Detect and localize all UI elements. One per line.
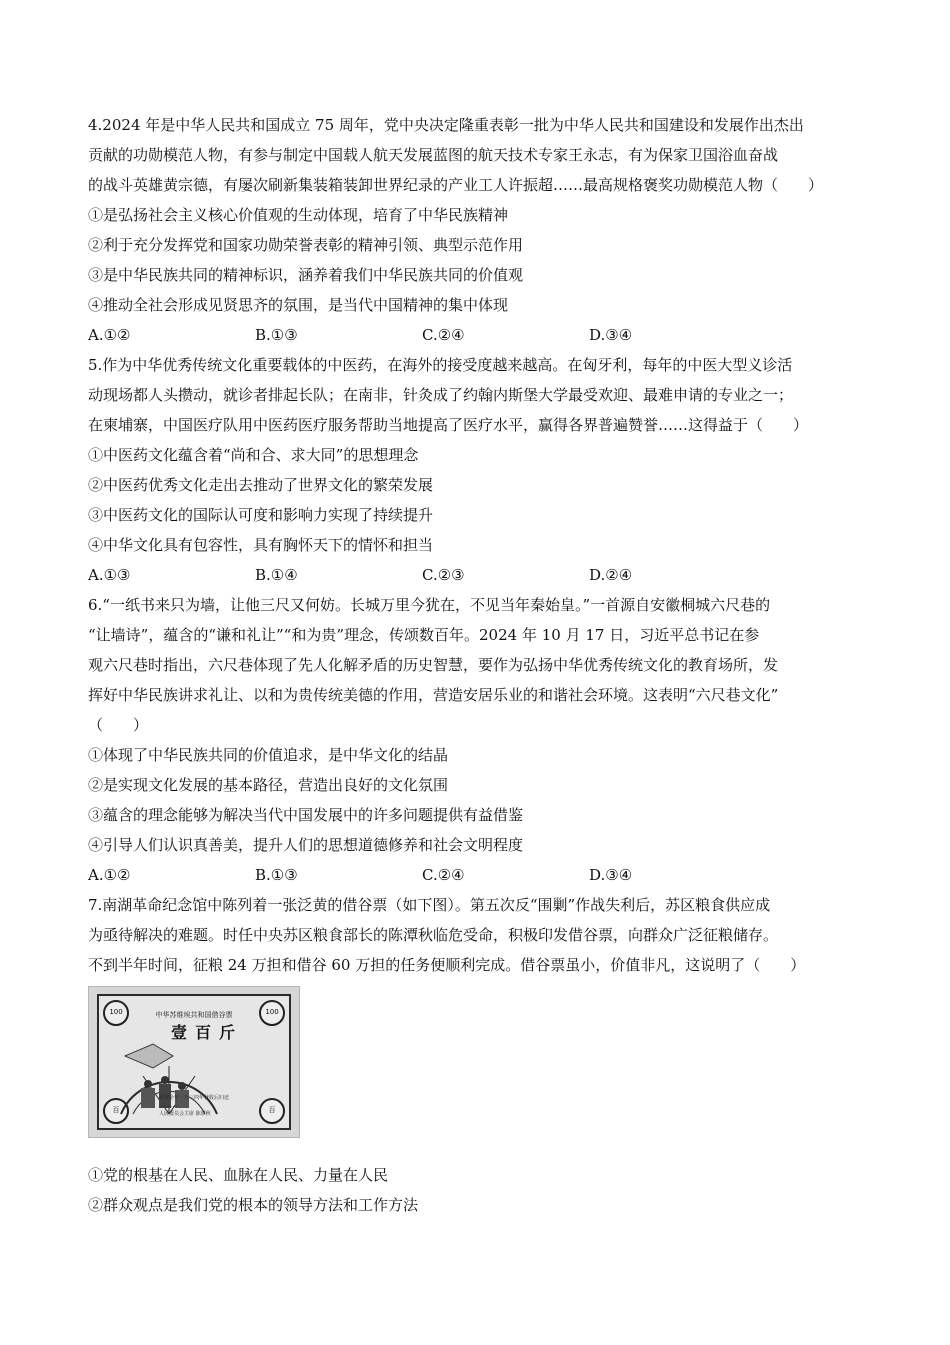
question-4-stem-line: 的战斗英雄黄宗德，有屡次刷新集装箱装卸世界纪录的产业工人许振超……最高规格褒奖功勋模范人物（ ） — [88, 176, 824, 194]
question-6-statement-3: ③蕴含的理念能够为解决当代中国发展中的许多问题提供有益借鉴 — [88, 806, 524, 824]
question-6-stem-line: 6.“一纸书来只为墙，让他三尺又何妨。长城万里今犹在，不见当年秦始皇。”一首源自安徽桐城六尺巷的 — [88, 596, 771, 614]
coupon-fine-print: 此票全年一九三四年秋收后归还 ………… 人民委员会主席 陈潭秋 — [159, 1095, 230, 1117]
question-6-stem-line: 观六尺巷时指出，六尺巷体现了先人化解矛盾的历史智慧，要作为弘扬中华优秀传统文化的教育场所，发 — [88, 656, 779, 674]
question-4-statement-3: ③是中华民族共同的精神标识，涵养着我们中华民族共同的价值观 — [88, 266, 524, 284]
grain-coupon-figure — [88, 986, 870, 1154]
question-7-stem-line: 不到半年时间，征粮 24 万担和借谷 60 万担的任务便顺利完成。借谷票虽小，价值非凡，这说明了（ ） — [88, 956, 806, 974]
question-7-statement-2: ②群众观点是我们党的根本的领导方法和工作方法 — [88, 1196, 419, 1214]
option-b[interactable]: B.①③ — [255, 866, 298, 884]
option-a[interactable]: A.①② — [88, 326, 131, 344]
question-6-stem-line: 挥好中华民族讲求礼让、以和为贵传统美德的作用，营造安居乐业的和谐社会环境。这表明“六尺巷文化” — [88, 686, 779, 704]
question-5-statement-1: ①中医药文化蕴含着“尚和合、求大同”的思想理念 — [88, 446, 419, 464]
option-b[interactable]: B.①③ — [255, 326, 298, 344]
option-d[interactable]: D.③④ — [589, 866, 633, 884]
option-c[interactable]: C.②③ — [422, 566, 465, 584]
coupon-amount: 壹百斤 — [170, 1023, 243, 1042]
option-d[interactable]: D.③④ — [589, 326, 633, 344]
question-5 — [88, 350, 870, 590]
question-6-stem-line: “让墙诗”，蕴含的“谦和礼让”“和为贵”理念，传颂数百年。2024 年 10 月 17 日，习近平总书记在参 — [88, 626, 760, 644]
question-5-statement-4: ④中华文化具有包容性，具有胸怀天下的情怀和担当 — [88, 536, 434, 554]
coupon-corner-label: 百 — [259, 1098, 285, 1124]
question-4-options — [88, 320, 870, 350]
page-content — [88, 110, 870, 1220]
question-5-stem-line: 在柬埔寨，中国医疗队用中医药医疗服务帮助当地提高了医疗水平，赢得各界普遍赞誉……这得益于（ ） — [88, 416, 809, 434]
coupon-corner-label: 100 — [103, 1000, 129, 1026]
question-4-stem-line: 贡献的功勋模范人物，有参与制定中国载人航天发展蓝图的航天技术专家王永志，有为保家卫国浴血奋战 — [88, 146, 779, 164]
coupon-corner-label: 100 — [259, 1000, 285, 1026]
coupon-header: 中华苏维埃共和国借谷票 — [155, 1011, 233, 1019]
question-4-stem-line: 4.2024 年是中华人民共和国成立 75 周年，党中央决定隆重表彰一批为中华人民共和国建设和发展作出杰出 — [88, 116, 804, 134]
question-5-statement-2: ②中医药优秀文化走出去推动了世界文化的繁荣发展 — [88, 476, 434, 494]
question-7-stem-line: 7.南湖革命纪念馆中陈列着一张泛黄的借谷票（如下图）。第五次反“围剿”作战失利后，苏区粮食供应成 — [88, 896, 771, 914]
option-b[interactable]: B.①④ — [255, 566, 298, 584]
coupon-corner-label: 百 — [103, 1098, 129, 1124]
option-c[interactable]: C.②④ — [422, 326, 465, 344]
question-5-stem-line: 动现场都人头攒动，就诊者排起长队；在南非，针灸成了约翰内斯堡大学最受欢迎、最难申请的专业之一； — [88, 386, 794, 404]
option-a[interactable]: A.①② — [88, 866, 131, 884]
question-6-answer-blank: （ ） — [88, 716, 149, 734]
question-5-options — [88, 560, 870, 590]
option-a[interactable]: A.①③ — [88, 566, 131, 584]
question-6-statement-4: ④引导人们认识真善美，提升人们的思想道德修养和社会文明程度 — [88, 836, 524, 854]
question-7-stem-line: 为亟待解决的难题。时任中央苏区粮食部长的陈潭秋临危受命，积极印发借谷票，向群众广泛征粮储存。 — [88, 926, 779, 944]
option-d[interactable]: D.②④ — [589, 566, 633, 584]
grain-coupon-frame — [97, 994, 291, 1130]
option-c[interactable]: C.②④ — [422, 866, 465, 884]
question-4-statement-4: ④推动全社会形成见贤思齐的氛围，是当代中国精神的集中体现 — [88, 296, 509, 314]
question-4 — [88, 110, 870, 350]
question-6 — [88, 590, 870, 890]
question-6-options — [88, 860, 870, 890]
question-7-statement-1: ①党的根基在人民、血脉在人民、力量在人民 — [88, 1166, 389, 1184]
question-4-statement-2: ②利于充分发挥党和国家功勋荣誉表彰的精神引领、典型示范作用 — [88, 236, 524, 254]
question-7 — [88, 890, 870, 1220]
question-4-statement-1: ①是弘扬社会主义核心价值观的生动体现，培育了中华民族精神 — [88, 206, 509, 224]
question-6-statement-2: ②是实现文化发展的基本路径，营造出良好的文化氛围 — [88, 776, 449, 794]
question-6-statement-1: ①体现了中华民族共同的价值追求，是中华文化的结晶 — [88, 746, 449, 764]
question-5-stem-line: 5.作为中华优秀传统文化重要载体的中医药，在海外的接受度越来越高。在匈牙利，每年的中医大型义诊活 — [88, 356, 793, 374]
question-5-statement-3: ③中医药文化的国际认可度和影响力实现了持续提升 — [88, 506, 434, 524]
grain-coupon-image — [88, 986, 300, 1138]
